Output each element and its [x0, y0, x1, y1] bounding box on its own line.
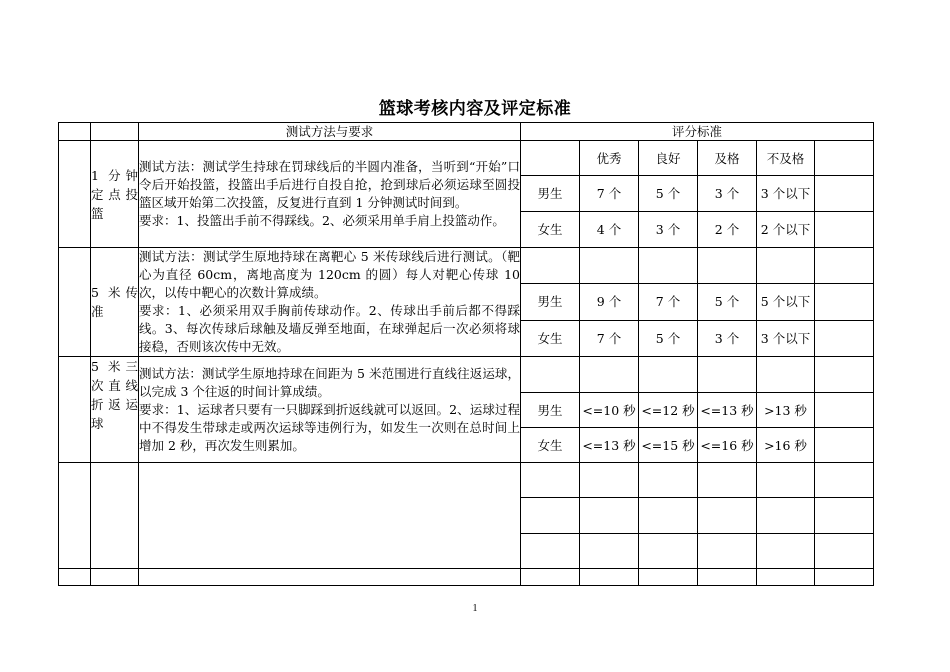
score-cell: >13 秒	[757, 393, 815, 428]
score-cell: 4 个	[580, 212, 639, 248]
grade-label: 良好	[639, 141, 698, 176]
table-row	[59, 248, 874, 284]
table-row	[59, 357, 874, 393]
score-cell: <=13 秒	[698, 393, 757, 428]
requirement-text: 要求：1、运球者只要有一只脚踩到折返线就可以返回。2、运球过程中不得发生带球走或两次运球等违例行为，如发生一次则在总时间上增加 2 秒，再次发生则累加。	[139, 401, 520, 453]
requirement-text: 要求：1、必须采用双手胸前传球动作。2、传球出手前后都不得踩线。3、每次传球后球触及墙反弹至地面，在球弹起后一次必须将球接稳，否则该次传中无效。	[139, 303, 520, 354]
table-header-row	[59, 123, 874, 141]
score-cell: 3 个以下	[757, 176, 815, 212]
method-text: 测试方法：测试学生持球在罚球线后的半圆内准备，当听到“开始”口令后开始投篮，投篮出手后进行自投自抢，抢到球后必须运球至圆投篮区域开始第二次投篮，反复进行直到 1 分钟测试时间到。	[139, 159, 520, 210]
score-cell: <=10 秒	[580, 393, 639, 428]
score-cell: <=15 秒	[639, 428, 698, 463]
requirement-text: 要求：1、投篮出手前不得踩线。2、必须采用单手肩上投篮动作。	[139, 213, 505, 228]
score-cell: 5 个	[639, 176, 698, 212]
gender-label: 女生	[521, 212, 580, 248]
score-cell: 7 个	[580, 176, 639, 212]
gender-label: 男生	[521, 393, 580, 428]
score-cell: 2 个	[698, 212, 757, 248]
method-column-header: 测试方法与要求	[139, 123, 521, 141]
table-row	[59, 141, 874, 176]
score-cell: 3 个	[698, 176, 757, 212]
score-cell: 3 个	[639, 212, 698, 248]
score-cell: 5 个以下	[757, 284, 815, 320]
score-cell: 5 个	[639, 320, 698, 356]
score-cell: >16 秒	[757, 428, 815, 463]
score-cell: 5 个	[698, 284, 757, 320]
gender-label: 女生	[521, 320, 580, 356]
item-method	[139, 357, 521, 463]
score-cell: 7 个	[580, 320, 639, 356]
grade-label: 优秀	[580, 141, 639, 176]
item-method	[139, 141, 521, 248]
score-cell: <=16 秒	[698, 428, 757, 463]
gender-label: 男生	[521, 176, 580, 212]
method-text: 测试方法：测试学生原地持球在间距为 5 米范围进行直线往返运球，以完成 3 个往返的时间计算成绩。	[139, 365, 520, 399]
score-cell: 3 个	[698, 320, 757, 356]
score-cell: 7 个	[639, 284, 698, 320]
score-cell: 9 个	[580, 284, 639, 320]
score-cell: <=12 秒	[639, 393, 698, 428]
empty-row	[59, 463, 874, 498]
item-method	[139, 248, 521, 357]
gender-label: 女生	[521, 428, 580, 463]
score-cell: 2 个以下	[757, 212, 815, 248]
item-name: 5 米三次直线折返运球	[91, 357, 139, 463]
item-name: 5 米传准	[91, 248, 139, 357]
assessment-table	[58, 122, 874, 586]
score-column-header: 评分标准	[521, 123, 874, 141]
gender-label: 男生	[521, 284, 580, 320]
empty-row	[59, 569, 874, 586]
item-name: 1 分钟定点投篮	[91, 141, 139, 248]
grade-label: 不及格	[757, 141, 815, 176]
page-number: 1	[472, 603, 478, 614]
page-title: 篮球考核内容及评定标准	[378, 99, 572, 119]
score-cell: <=13 秒	[580, 428, 639, 463]
score-cell: 3 个以下	[757, 320, 815, 356]
grade-label: 及格	[698, 141, 757, 176]
method-text: 测试方法：测试学生原地持球在离靶心 5 米传球线后进行测试。（靶心为直径 60cm，离地高度为 120cm 的圆）每人对靶心传球 10 次，以传中靶心的次数计算成绩。	[139, 249, 520, 300]
